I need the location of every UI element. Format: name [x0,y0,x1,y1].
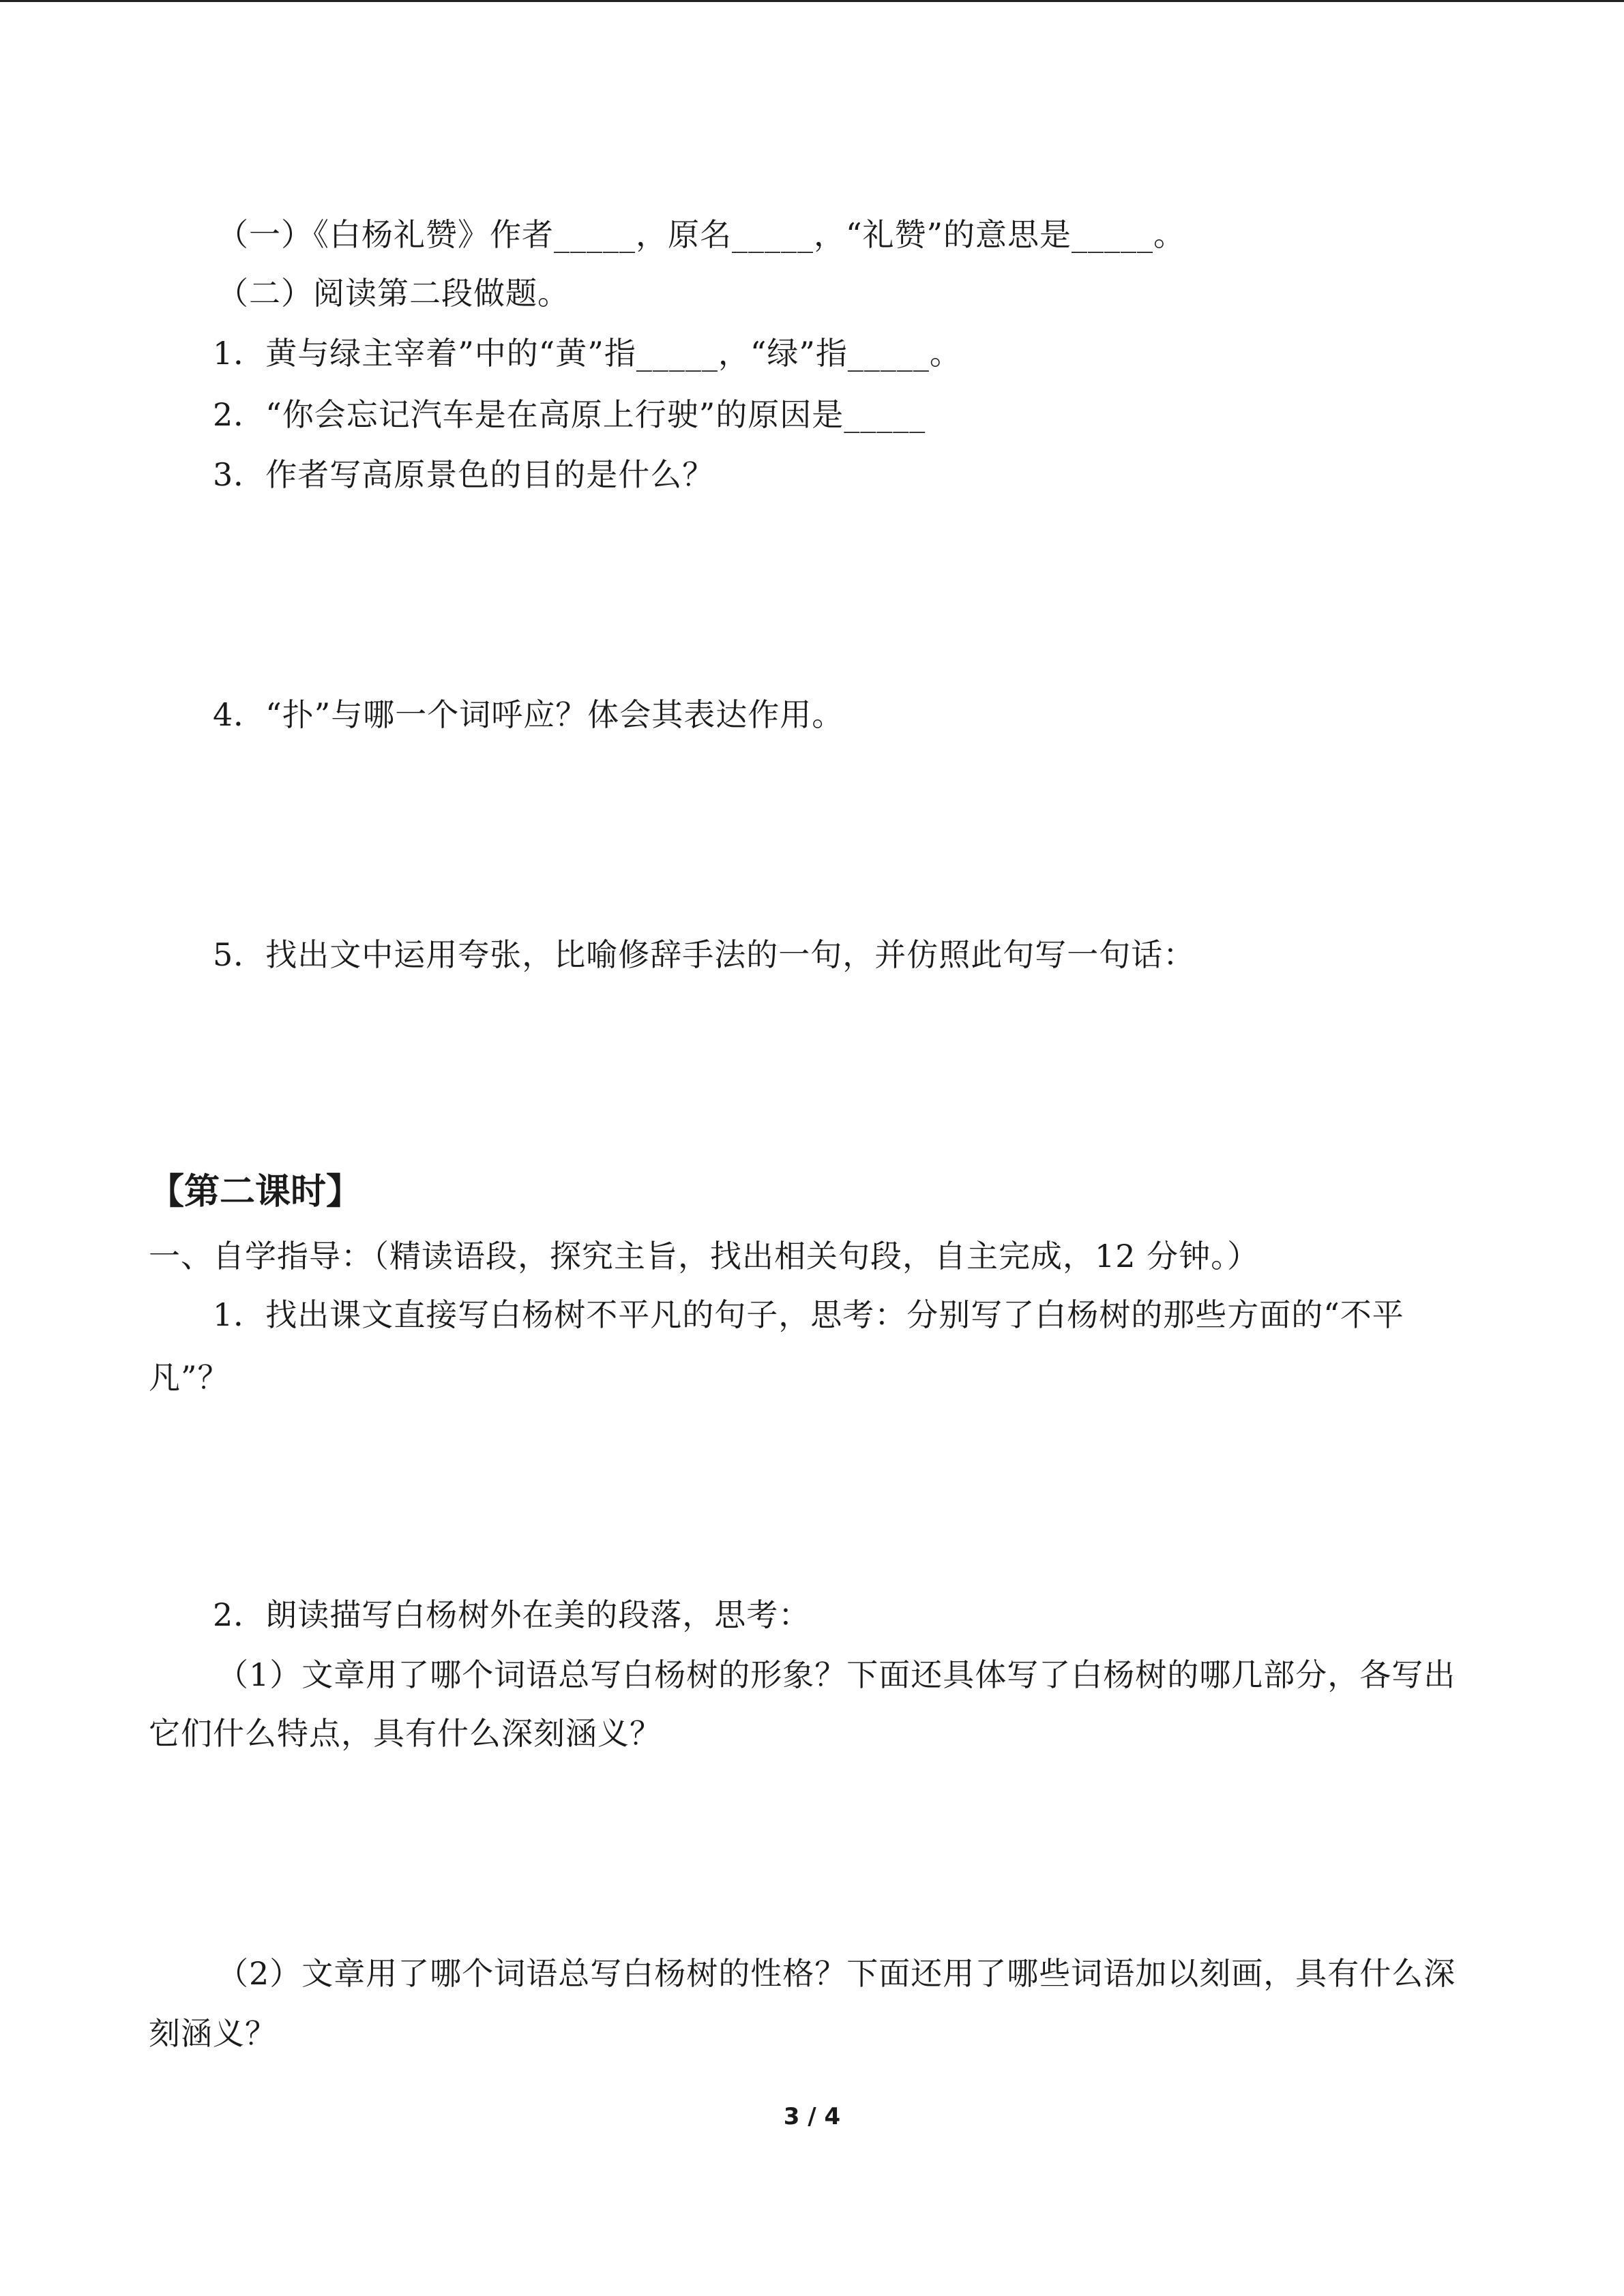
lesson2-question-2-1-line1: （1）文章用了哪个词语总写白杨树的形象？下面还具体写了白杨树的哪几部分，各写出 [217,1656,1456,1693]
lesson-two-heading: 【第二课时】 [149,1172,362,1212]
question-1: 1．黄与绿主宰着”中的“黄”指_____，“绿”指_____。 [213,335,962,372]
lesson2-question-2-2-line2: 刻涵义？ [149,2015,277,2052]
question-4: 4．“扑”与哪一个词呼应？体会其表达作用。 [213,696,844,733]
lesson2-question-2-2-line1: （2）文章用了哪个词语总写白杨树的性格？下面还用了哪些词语加以刻画，具有什么深 [217,1955,1456,1992]
lesson2-question-2: 2．朗读描写白杨树外在美的段落，思考： [213,1596,811,1633]
author-fill-in-question: （一）《白杨礼赞》作者_____，原名_____，“礼赞”的意思是_____。 [217,216,1186,253]
lesson2-question-1-line2: 凡”？ [149,1359,230,1396]
lesson2-question-1-line1: 1．找出课文直接写白杨树不平凡的句子，思考：分别写了白杨树的那些方面的“不平 [213,1296,1404,1333]
lesson2-question-2-1-line2: 它们什么特点，具有什么深刻涵义？ [149,1715,662,1752]
self-study-guide: 一、自学指导：（精读语段，探究主旨，找出相关句段，自主完成，12 分钟。） [149,1238,1260,1274]
question-3: 3．作者写高原景色的目的是什么？ [213,456,715,493]
page-number: 3 / 4 [783,2103,841,2130]
top-border-rule [0,0,1624,2]
section-two-instruction: （二）阅读第二段做题。 [217,275,570,312]
question-5: 5．找出文中运用夸张，比喻修辞手法的一句，并仿照此句写一句话： [213,936,1196,973]
question-2: 2．“你会忘记汽车是在高原上行驶”的原因是_____ [213,396,926,433]
